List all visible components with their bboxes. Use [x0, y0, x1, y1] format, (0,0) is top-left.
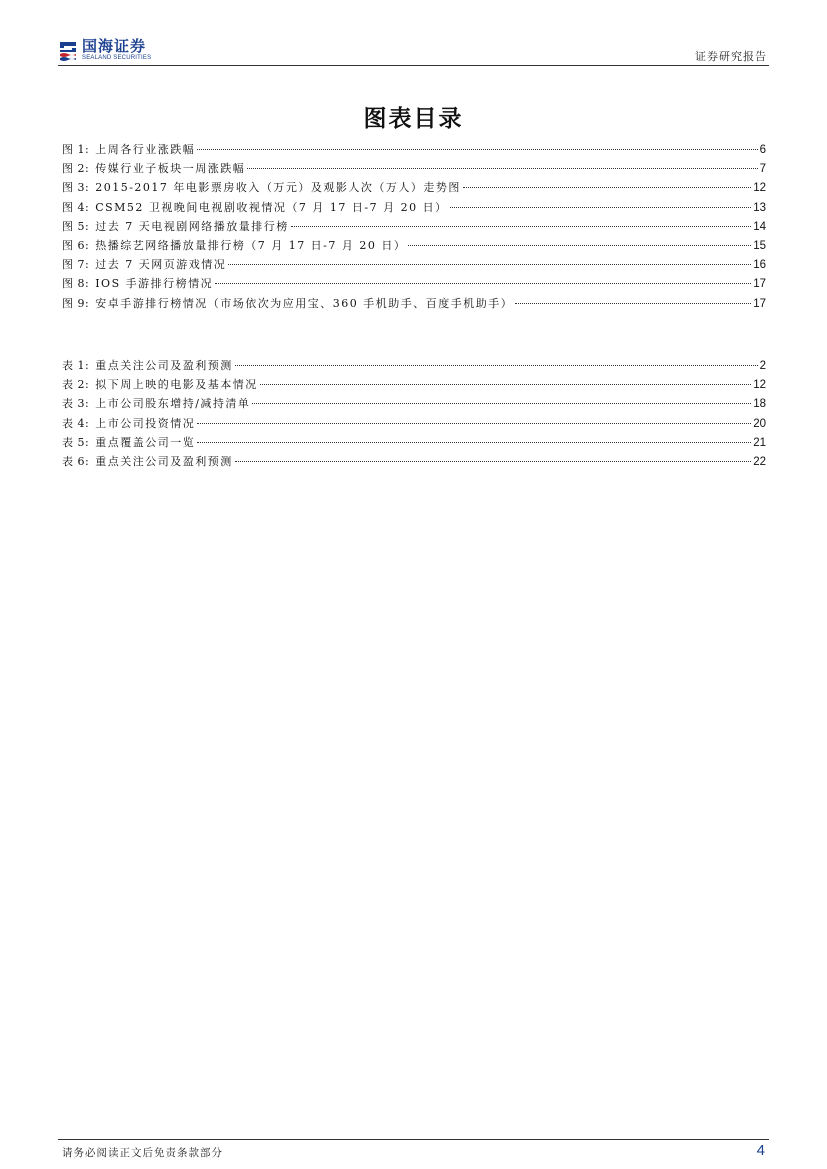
figures-toc [62, 141, 766, 314]
toc-entry-page: 17 [753, 297, 766, 310]
sealand-logo-icon [58, 39, 78, 61]
toc-entry-title: 过去 7 天网页游戏情况 [95, 258, 227, 272]
toc-entry-label: 图 2: [62, 162, 90, 176]
figure-toc-entry[interactable] [62, 275, 766, 294]
toc-entry-label: 表 6: [62, 454, 90, 468]
toc-entry-title: 上市公司股东增持/减持清单 [95, 397, 251, 411]
toc-entry-title: 拟下周上映的电影及基本情况 [95, 378, 258, 392]
toc-entry-page: 18 [753, 398, 766, 411]
report-type-label: 证券研究报告 [695, 50, 767, 63]
toc-entry-title: 重点关注公司及盈利预测 [95, 454, 233, 468]
toc-entry-page: 21 [753, 436, 766, 449]
figure-toc-entry[interactable] [62, 141, 766, 160]
toc-entry-page: 12 [753, 379, 766, 392]
header-divider [58, 65, 769, 66]
toc-entry-title: 安卓手游排行榜情况（市场依次为应用宝、360 手机助手、百度手机助手） [95, 296, 514, 310]
toc-entry-page: 12 [753, 182, 766, 195]
toc-dot-leader [215, 283, 751, 284]
toc-dot-leader [235, 461, 752, 462]
toc-entry-label: 图 8: [62, 277, 90, 291]
footer-divider [58, 1139, 769, 1140]
table-toc-entry[interactable] [62, 395, 766, 414]
toc-entry-label: 表 3: [62, 397, 90, 411]
toc-entry-label: 表 5: [62, 435, 90, 449]
toc-entry-label: 表 4: [62, 416, 90, 430]
toc-entry-page: 22 [753, 455, 766, 468]
toc-dot-leader [252, 403, 751, 404]
toc-entry-label: 表 2: [62, 378, 90, 392]
toc-dot-leader [235, 365, 758, 366]
toc-entry-title: 重点覆盖公司一览 [95, 435, 196, 449]
toc-entry-label: 图 9: [62, 296, 90, 310]
table-toc-entry[interactable] [62, 415, 766, 434]
toc-dot-leader [197, 149, 757, 150]
toc-entry-title: 过去 7 天电视剧网络播放量排行榜 [95, 219, 289, 233]
toc-dot-leader [228, 264, 751, 265]
toc-dot-leader [197, 423, 751, 424]
page-number: 4 [756, 1142, 765, 1159]
figure-toc-entry[interactable] [62, 218, 766, 237]
toc-dot-leader [463, 187, 751, 188]
table-toc-entry[interactable] [62, 453, 766, 472]
logo-chinese-name: 国海证券 [82, 37, 147, 55]
toc-dot-leader [247, 168, 757, 169]
figure-toc-entry[interactable] [62, 179, 766, 198]
figure-toc-entry[interactable] [62, 199, 766, 218]
toc-dot-leader [291, 226, 752, 227]
figure-toc-entry[interactable] [62, 237, 766, 256]
toc-entry-title: 热播综艺网络播放量排行榜（7 月 17 日-7 月 20 日） [95, 238, 407, 252]
toc-entry-page: 7 [759, 163, 766, 176]
toc-entry-page: 6 [759, 144, 766, 156]
figure-toc-entry[interactable] [62, 256, 766, 275]
table-toc-entry[interactable] [62, 357, 766, 376]
tables-toc [62, 357, 766, 472]
toc-entry-page: 2 [759, 360, 766, 372]
toc-entry-title: 上市公司投资情况 [95, 416, 196, 430]
toc-entry-label: 图 4: [62, 200, 90, 214]
toc-entry-label: 图 7: [62, 258, 90, 272]
toc-entry-label: 图 5: [62, 219, 90, 233]
toc-entry-title: 重点关注公司及盈利预测 [95, 359, 233, 372]
toc-entry-title: 上周各行业涨跌幅 [95, 143, 196, 156]
toc-entry-page: 13 [753, 201, 766, 214]
toc-entry-title: 2015-2017 年电影票房收入（万元）及观影人次（万人）走势图 [95, 181, 461, 195]
toc-entry-page: 17 [753, 278, 766, 291]
toc-entry-page: 15 [753, 239, 766, 252]
toc-entry-label: 图 3: [62, 181, 90, 195]
toc-entry-page: 16 [753, 259, 766, 272]
toc-dot-leader [260, 384, 752, 385]
toc-entry-title: IOS 手游排行榜情况 [95, 277, 214, 291]
toc-entry-page: 20 [753, 417, 766, 430]
toc-entry-title: CSM52 卫视晚间电视剧收视情况（7 月 17 日-7 月 20 日） [95, 200, 448, 214]
toc-entry-label: 表 1: [62, 359, 90, 372]
table-toc-entry[interactable] [62, 376, 766, 395]
toc-dot-leader [408, 245, 751, 246]
footer-disclaimer: 请务必阅读正文后免责条款部分 [62, 1147, 223, 1159]
table-toc-entry[interactable] [62, 434, 766, 453]
toc-dot-leader [450, 207, 752, 208]
toc-entry-page: 14 [753, 220, 766, 233]
toc-dot-leader [515, 303, 751, 304]
figure-toc-entry[interactable] [62, 295, 766, 314]
toc-entry-label: 图 6: [62, 238, 90, 252]
page-title: 图表目录 [363, 106, 464, 132]
logo-english-name: SEALAND SECURITIES [82, 55, 152, 61]
toc-entry-title: 传媒行业子板块一周涨跌幅 [95, 162, 246, 176]
figure-toc-entry[interactable] [62, 160, 766, 179]
company-logo [58, 38, 151, 62]
toc-dot-leader [197, 442, 751, 443]
toc-entry-label: 图 1: [62, 143, 90, 156]
